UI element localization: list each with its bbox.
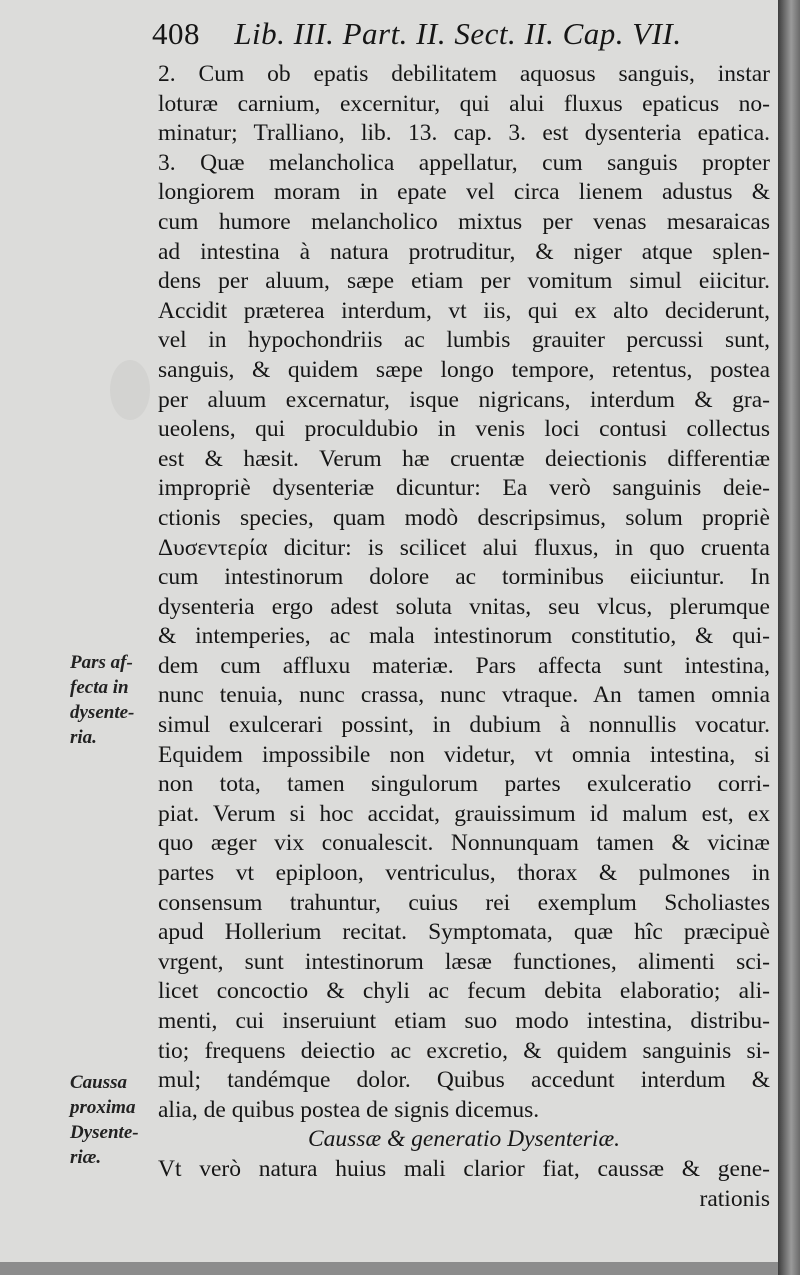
text-line: consensum trahuntur, cuius rei exemplum Scholiastes	[158, 889, 770, 916]
catchword: rationis	[699, 1185, 770, 1212]
text-line: partes vt epiploon, ventriculus, thorax & pulmones in	[158, 860, 770, 887]
text-line: vel in hypochondriis ac lumbis grauiter percussi sunt,	[158, 327, 770, 354]
text-line: quo æger vix conualescit. Nonnunquam tamen & vicinæ	[158, 830, 770, 857]
text-line: Equidem impossibile non videtur, vt omnia intestina, si	[158, 741, 770, 768]
text-line: simul exulcerari possint, in dubium à nonnullis vocatur.	[158, 712, 770, 739]
text-line: per aluum excernatur, isque nigricans, interdum & gra-	[158, 386, 770, 413]
text-line: impropriè dysenteriæ dicuntur: Ea verò sanguinis deie-	[158, 475, 770, 502]
text-line: dysenteria ergo adest soluta vnitas, seu vlcus, plerumque	[158, 593, 770, 620]
text-line: dem cum affluxu materiæ. Pars affecta sunt intestina,	[158, 652, 770, 679]
margin-note-line: fecta in	[70, 677, 129, 698]
text-line: ad intestina à natura protruditur, & niger atque splen-	[158, 238, 770, 265]
page-stain	[110, 360, 150, 420]
text-line: ueolens, qui proculdubio in venis loci contusi collectus	[158, 416, 770, 443]
margin-note-line: Dysente-	[70, 1122, 139, 1143]
margin-note-caussa-proxima	[70, 1070, 156, 1170]
text-line: nunc tenuia, nunc crassa, nunc vtraque. An tamen omnia	[158, 682, 770, 709]
text-line: loturæ carnium, excernitur, qui alui fluxus epaticus no-	[158, 90, 770, 117]
text-line: & intemperies, ac mala intestinorum constitutio, & qui-	[158, 623, 770, 650]
text-line: Vt verò natura huius mali clarior fiat, caussæ & gene-	[158, 1155, 770, 1182]
margin-note-pars-affecta	[70, 650, 156, 750]
text-line: vrgent, sunt intestinorum læsæ functiones, alimenti sci-	[158, 948, 770, 975]
running-title: Lib. III. Part. II. Sect. II. Cap. VII.	[234, 16, 682, 51]
section-heading: Caussæ & generatio Dysenteriæ.	[307, 1126, 621, 1153]
text-line: non tota, tamen singulorum partes exulceratio corri-	[158, 771, 770, 798]
text-line: longiorem moram in epate vel circa lienem adustus &	[158, 179, 770, 206]
margin-note-line: Caussa	[70, 1072, 128, 1093]
text-line: menti, cui inseruiunt etiam suo modo intestina, distribu-	[158, 1008, 770, 1034]
text-line: tio; frequens deiectio ac excretio, & quidem sanguinis si-	[158, 1037, 770, 1064]
margin-note-line: proxima	[70, 1097, 136, 1118]
text-line: apud Hollerium recitat. Symptomata, quæ hîc præcipuè	[158, 919, 770, 946]
text-line: alia, de quibus postea de signis dicemus.	[158, 1096, 540, 1123]
text-line: est & hæsit. Verum hæ cruentæ deiectionis differentiæ	[158, 445, 770, 472]
text-line: Accidit præterea interdum, vt iis, qui ex alto deciderunt,	[158, 297, 770, 324]
running-header	[152, 16, 752, 52]
text-line: cum intestinorum dolore ac torminibus eiiciuntur. In	[158, 564, 770, 591]
text-line: 3. Quæ melancholica appellatur, cum sanguis propter	[158, 149, 770, 176]
text-line: mul; tandémque dolor. Quibus accedunt interdum &	[158, 1067, 770, 1094]
page-number: 408	[152, 16, 200, 51]
text-line: ctionis species, quam modò descripsimus, solum propriè	[158, 504, 770, 531]
page-edge-shadow	[778, 0, 800, 1275]
margin-note-line: riæ.	[70, 1147, 102, 1168]
text-line: piat. Verum si hoc accidat, grauissimum id malum est, ex	[158, 800, 770, 827]
text-line: licet concoctio & chyli ac fecum debita elaboratio; ali-	[158, 978, 770, 1005]
body-text	[158, 60, 770, 1214]
text-line: cum humore melancholico mixtus per venas mesaraicas	[158, 208, 770, 235]
text-line: dens per aluum, sæpe etiam per vomitum simul eiicitur.	[158, 268, 770, 295]
margin-note-line: dysente-	[70, 702, 135, 723]
margin-note-line: ria.	[70, 727, 97, 748]
text-line: 2. Cum ob epatis debilitatem aquosus sanguis, instar	[158, 61, 770, 87]
text-line: sanguis, & quidem sæpe longo tempore, retentus, postea	[158, 356, 770, 383]
margin-note-line: Pars af-	[70, 652, 133, 673]
text-line: Δυσεντερία dicitur: is scilicet alui fluxus, in quo cruenta	[158, 534, 770, 561]
text-line: minatur; Tralliano, lib. 13. cap. 3. est dysenteria epatica.	[158, 120, 770, 147]
